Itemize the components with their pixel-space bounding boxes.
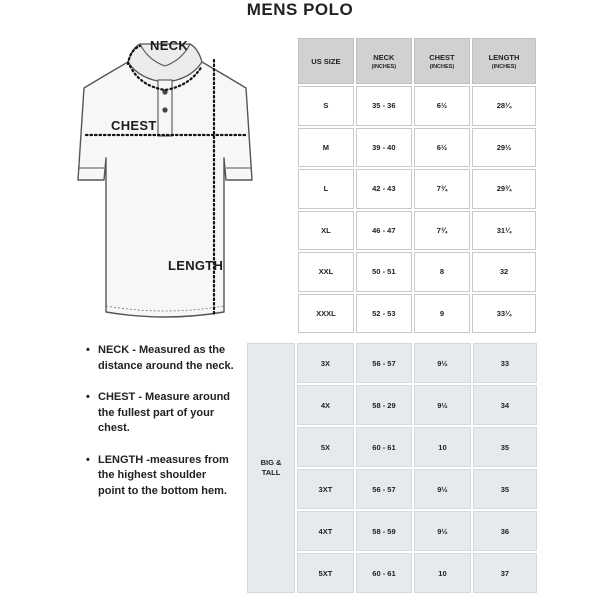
size-chart-header-row <box>298 38 536 84</box>
bullet-icon: • <box>86 391 90 403</box>
cell-size: XXL <box>298 252 354 292</box>
header-length: LENGTH (INCHES) <box>472 38 536 84</box>
cell-length: 35 <box>473 427 537 467</box>
cell-chest: 6½ <box>414 128 470 168</box>
cell-length: 37 <box>473 553 537 593</box>
cell-size: 5XT <box>297 553 354 593</box>
cell-chest: 10 <box>414 427 471 467</box>
cell-chest: 9½ <box>414 469 471 509</box>
table-row <box>247 343 537 383</box>
note-neck-text: NECK - Measured as the distance around the neck. <box>98 344 234 372</box>
cell-size: 3X <box>297 343 354 383</box>
table-row <box>298 169 536 209</box>
measurement-notes <box>86 343 236 515</box>
cell-chest: 6½ <box>414 86 470 126</box>
cell-length: 33¼ <box>472 294 536 334</box>
header-us-size: US SIZE <box>298 38 354 84</box>
cell-size: XXXL <box>298 294 354 334</box>
cell-neck: 42 - 43 <box>356 169 412 209</box>
big-tall-table <box>245 341 539 595</box>
cell-chest: 10 <box>414 553 471 593</box>
table-row <box>298 86 536 126</box>
note-length-text: LENGTH -measures from the highest shoulder point to the bottom hem. <box>98 453 229 497</box>
table-row <box>298 294 536 334</box>
cell-chest: 7¾ <box>414 211 470 251</box>
cell-length: 28¼ <box>472 86 536 126</box>
note-chest-text: CHEST - Measure around the fullest part of your chest. <box>98 391 231 434</box>
cell-length: 35 <box>473 469 537 509</box>
cell-length: 31¼ <box>472 211 536 251</box>
cell-size: XL <box>298 211 354 251</box>
size-chart-table <box>296 36 538 335</box>
bullet-icon: • <box>86 453 90 466</box>
note-length <box>86 453 236 500</box>
cell-chest: 7¾ <box>414 169 470 209</box>
cell-neck: 35 - 36 <box>356 86 412 126</box>
cell-chest: 9½ <box>414 385 471 425</box>
chest-label: CHEST <box>111 118 157 133</box>
cell-size: 4X <box>297 385 354 425</box>
neck-label: NECK <box>150 38 189 53</box>
cell-size: M <box>298 128 354 168</box>
cell-length: 32 <box>472 252 536 292</box>
header-chest: CHEST (INCHES) <box>414 38 470 84</box>
big-tall-label: BIG & TALL <box>247 343 295 593</box>
cell-length: 34 <box>473 385 537 425</box>
table-row <box>298 211 536 251</box>
cell-neck: 46 - 47 <box>356 211 412 251</box>
cell-length: 33 <box>473 343 537 383</box>
cell-size: 4XT <box>297 511 354 551</box>
cell-neck: 58 - 29 <box>356 385 412 425</box>
cell-chest: 9 <box>414 294 470 334</box>
page-title: MENS POLO <box>246 0 354 19</box>
cell-chest: 9½ <box>414 511 471 551</box>
cell-neck: 56 - 57 <box>356 343 412 383</box>
polo-shirt-diagram <box>40 30 290 330</box>
cell-size: 5X <box>297 427 354 467</box>
bullet-icon: • <box>86 344 90 356</box>
cell-neck: 60 - 61 <box>356 553 412 593</box>
cell-size: L <box>298 169 354 209</box>
cell-neck: 39 - 40 <box>356 128 412 168</box>
cell-chest: 8 <box>414 252 470 292</box>
cell-neck: 58 - 59 <box>356 511 412 551</box>
cell-length: 29½ <box>472 128 536 168</box>
cell-neck: 50 - 51 <box>356 252 412 292</box>
length-label: LENGTH <box>168 258 224 273</box>
cell-length: 36 <box>473 511 537 551</box>
cell-neck: 52 - 53 <box>356 294 412 334</box>
cell-size: 3XT <box>297 469 354 509</box>
cell-neck: 60 - 61 <box>356 427 412 467</box>
table-row <box>298 252 536 292</box>
cell-chest: 9½ <box>414 343 471 383</box>
header-neck: NECK (INCHES) <box>356 38 412 84</box>
cell-neck: 56 - 57 <box>356 469 412 509</box>
note-chest <box>86 390 236 437</box>
note-neck <box>86 343 236 374</box>
table-row <box>298 128 536 168</box>
cell-size: S <box>298 86 354 126</box>
cell-length: 29¾ <box>472 169 536 209</box>
polo-shirt-illustration <box>40 30 290 330</box>
